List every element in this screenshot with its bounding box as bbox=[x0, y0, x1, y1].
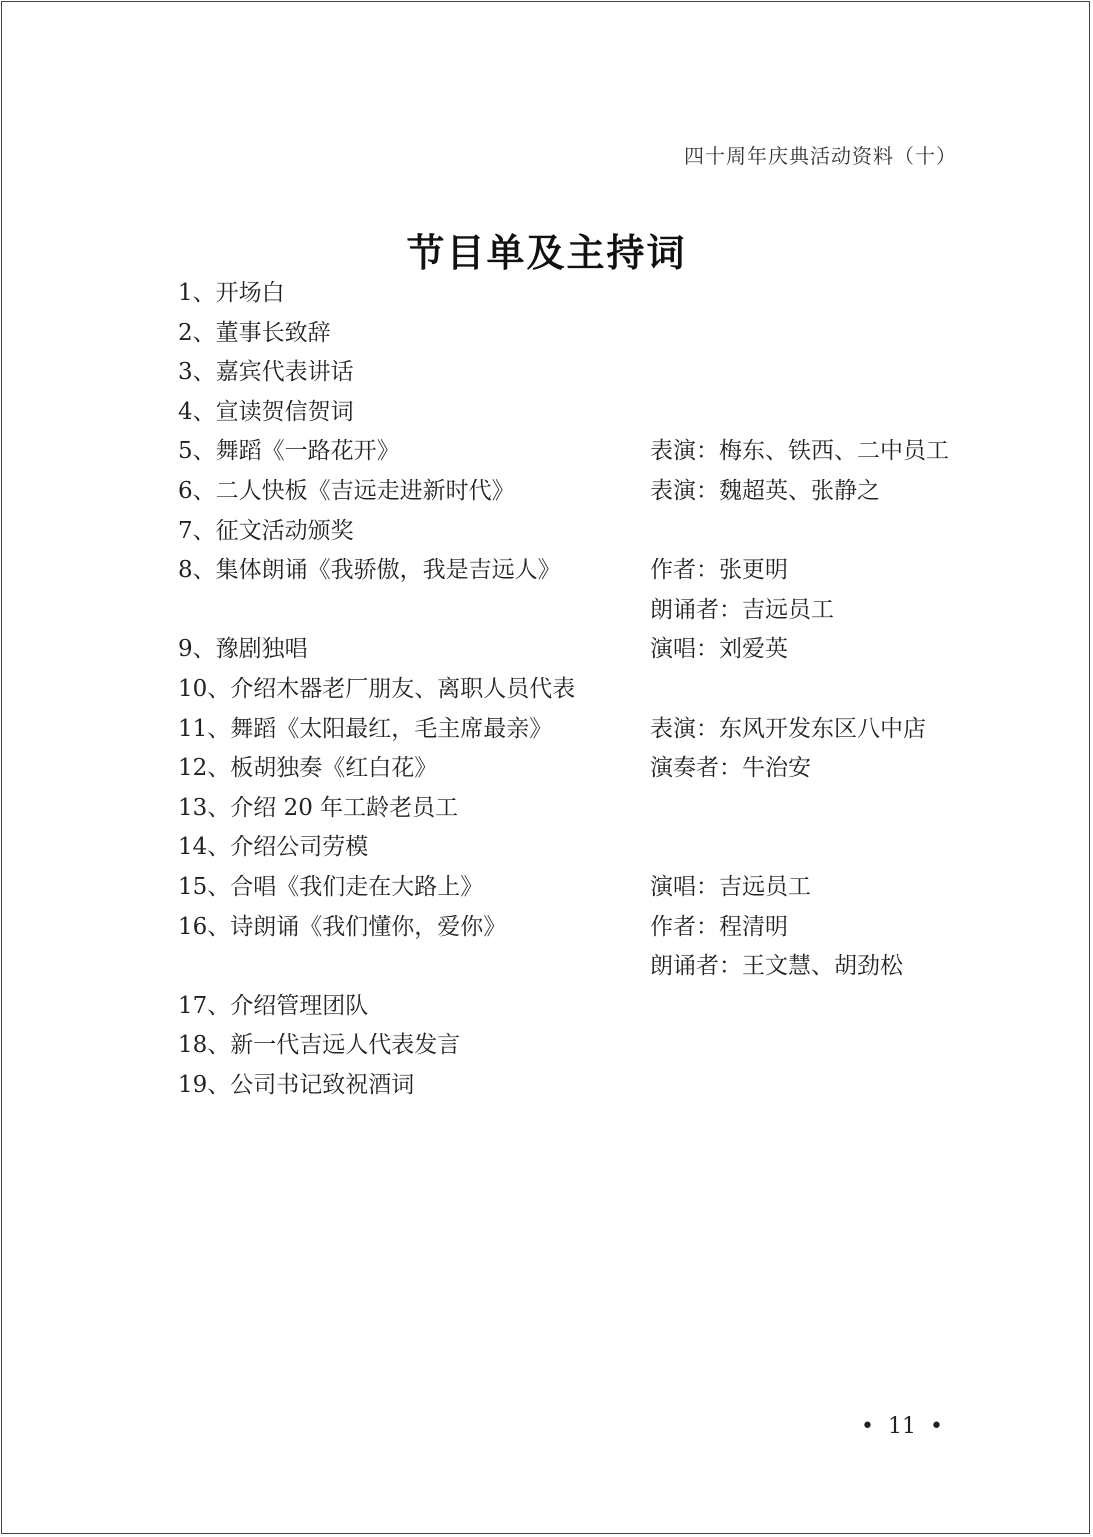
program-item-title: 8、集体朗诵《我骄傲，我是吉远人》 bbox=[178, 557, 561, 584]
program-row bbox=[178, 828, 1008, 868]
program-row bbox=[178, 512, 1008, 552]
program-item-title: 7、征文活动颁奖 bbox=[178, 517, 354, 544]
program-row bbox=[178, 749, 1008, 789]
program-item-credit: 表演：梅东、铁西、二中员工 bbox=[650, 438, 949, 465]
program-item-credit: 表演：东风开发东区八中店 bbox=[650, 715, 926, 742]
bullet-dot-icon: • bbox=[861, 1414, 875, 1439]
program-item-title: 5、舞蹈《一路花开》 bbox=[178, 438, 400, 465]
program-row bbox=[178, 670, 1008, 710]
program-row bbox=[178, 868, 1008, 908]
program-item-credit: 作者：张更明 bbox=[650, 557, 788, 584]
page-number-value: 11 bbox=[888, 1414, 917, 1439]
program-item-credit: 作者：程清明 bbox=[650, 913, 788, 940]
program-item-credit: 演唱：刘爱英 bbox=[650, 636, 788, 663]
program-item-credit: 演奏者：牛治安 bbox=[650, 755, 811, 782]
program-item-title: 17、介绍管理团队 bbox=[178, 992, 369, 1019]
program-list bbox=[178, 274, 1008, 1105]
bullet-dot-icon: • bbox=[930, 1414, 943, 1439]
program-item-title: 15、合唱《我们走在大路上》 bbox=[178, 873, 484, 900]
program-item-title: 11、舞蹈《太阳最红，毛主席最亲》 bbox=[178, 715, 553, 742]
program-row bbox=[178, 551, 1008, 591]
program-row bbox=[178, 274, 1008, 314]
program-row bbox=[178, 789, 1008, 829]
page-title: 节目单及主持词 bbox=[406, 230, 687, 275]
program-row bbox=[178, 908, 1008, 948]
program-item-title: 3、嘉宾代表讲话 bbox=[178, 359, 354, 386]
program-item-title: 19、公司书记致祝酒词 bbox=[178, 1071, 415, 1098]
program-row bbox=[178, 393, 1008, 433]
program-row bbox=[178, 1026, 1008, 1066]
program-item-title: 9、豫剧独唱 bbox=[178, 636, 308, 663]
program-item-title: 6、二人快板《吉远走进新时代》 bbox=[178, 477, 515, 504]
program-item-credit: 演唱：吉远员工 bbox=[650, 873, 811, 900]
program-row bbox=[178, 472, 1008, 512]
program-item-title: 12、板胡独奏《红白花》 bbox=[178, 755, 438, 782]
program-row bbox=[178, 1066, 1008, 1106]
program-item-credit: 朗诵者：王文慧、胡劲松 bbox=[650, 953, 903, 980]
program-item-title: 16、诗朗诵《我们懂你，爱你》 bbox=[178, 913, 507, 940]
program-item-title: 4、宣读贺信贺词 bbox=[178, 398, 354, 425]
program-item-title: 10、介绍木器老厂朋友、离职人员代表 bbox=[178, 675, 576, 702]
program-item-credit: 朗诵者：吉远员工 bbox=[650, 596, 834, 623]
program-row bbox=[178, 432, 1008, 472]
program-row bbox=[178, 710, 1008, 750]
program-row bbox=[178, 630, 1008, 670]
program-item-title: 18、新一代吉远人代表发言 bbox=[178, 1032, 461, 1059]
program-row bbox=[178, 947, 1008, 987]
program-item-title: 2、董事长致辞 bbox=[178, 319, 331, 346]
program-row bbox=[178, 987, 1008, 1027]
program-item-title: 14、介绍公司劳模 bbox=[178, 834, 369, 861]
program-row bbox=[178, 314, 1008, 354]
program-row bbox=[178, 591, 1008, 631]
running-header: 四十周年庆典活动资料（十） bbox=[684, 144, 957, 168]
program-item-credit: 表演：魏超英、张静之 bbox=[650, 477, 880, 504]
page-number bbox=[847, 1414, 957, 1439]
program-item-title: 1、开场白 bbox=[178, 280, 285, 306]
program-row bbox=[178, 353, 1008, 393]
program-item-title: 13、介绍 20 年工龄老员工 bbox=[178, 794, 459, 821]
